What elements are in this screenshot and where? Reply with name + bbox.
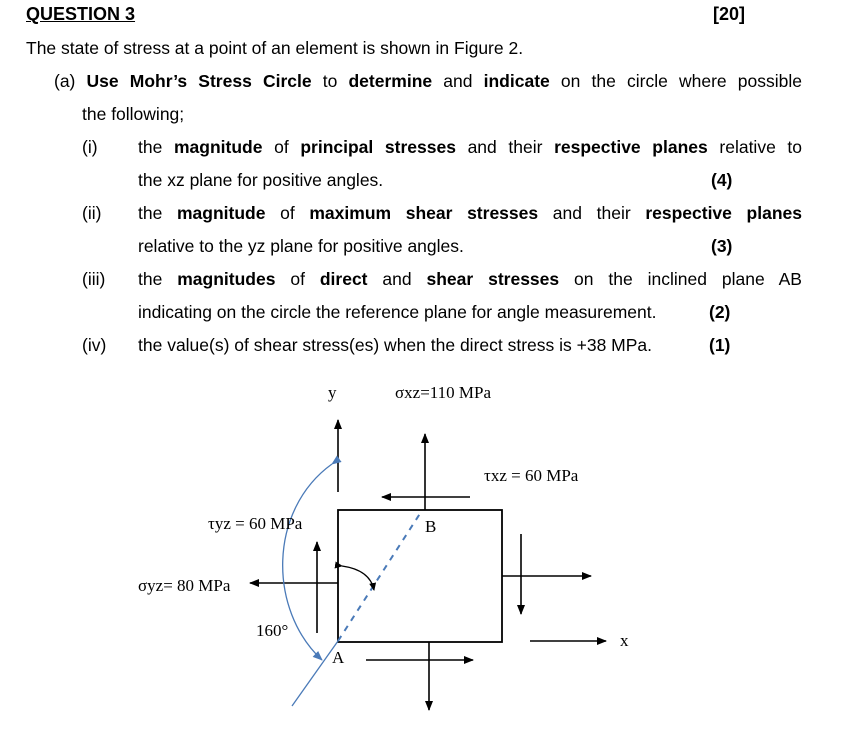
x-axis-label: x (620, 631, 629, 650)
text: of (275, 269, 320, 289)
item-number: (iv) (82, 335, 107, 355)
question-title: QUESTION 3 (26, 4, 136, 24)
text: relative to (707, 137, 803, 157)
item-marks: (1) (709, 335, 731, 355)
part-a-bold-indicate: indicate (483, 71, 550, 91)
item-iv-line-1: the value(s) of shear stress(es) when the direct stress is +38 MPa. (138, 335, 653, 355)
item-marks: (3) (711, 236, 733, 256)
text: of (262, 137, 301, 157)
inclined-plane-ab (338, 512, 421, 641)
item-number: (ii) (82, 203, 102, 223)
bold-text: respective planes (554, 137, 708, 157)
part-a-bold-determine: determine (348, 71, 433, 91)
question-intro: The state of stress at a point of an element is shown in Figure 2. (26, 38, 524, 58)
text: relative to the (138, 236, 248, 256)
tau-yz-label: τyz = 60 MPa (208, 514, 303, 533)
item-number: (i) (82, 137, 98, 157)
text: of (265, 203, 310, 223)
element-square (338, 510, 502, 642)
part-a-text: and (432, 71, 484, 91)
text: on the inclined plane AB (559, 269, 802, 289)
text: the (138, 137, 174, 157)
text: the (138, 170, 168, 190)
sigma-yz-label: σyz= 80 MPa (138, 576, 231, 595)
text: and their (538, 203, 646, 223)
text: and their (455, 137, 555, 157)
bold-text: magnitude (173, 137, 263, 157)
text: yz (247, 236, 266, 256)
angle-label: 160° (256, 621, 289, 640)
item-marks: (4) (711, 170, 733, 190)
part-a-text: to (311, 71, 349, 91)
y-axis-label: y (328, 383, 337, 402)
text: plane for positive angles. (265, 236, 464, 256)
point-b-label: B (425, 517, 437, 536)
bold-text: magnitudes (177, 269, 276, 289)
item-iii-line-2: indicating on the circle the reference plane for angle measurement. (138, 302, 657, 322)
text: the (138, 269, 178, 289)
bold-text: maximum shear stresses (309, 203, 539, 223)
bold-text: respective planes (645, 203, 802, 223)
total-marks: [20] (713, 4, 746, 24)
part-a-text: on the circle where possible (549, 71, 802, 91)
small-angle-arc (342, 566, 374, 590)
text: plane for positive angles. (184, 170, 384, 190)
item-number: (iii) (82, 269, 106, 289)
part-a-line-2: the following; (82, 104, 185, 124)
text: the (138, 203, 177, 223)
tau-xz-label: τxz = 60 MPa (484, 466, 579, 485)
angle-arc-160 (283, 464, 332, 660)
point-a-label: A (332, 648, 345, 667)
part-a-label: (a) (54, 71, 76, 91)
part-a-bold-mohr: Use Mohr’s Stress Circle (86, 71, 312, 91)
bold-text: principal stresses (300, 137, 456, 157)
item-marks: (2) (709, 302, 731, 322)
text: and (367, 269, 427, 289)
bold-text: shear stresses (426, 269, 560, 289)
text: xz (167, 170, 185, 190)
bold-text: magnitude (176, 203, 266, 223)
sigma-xz-label: σxz=110 MPa (395, 383, 492, 402)
bold-text: direct (319, 269, 368, 289)
